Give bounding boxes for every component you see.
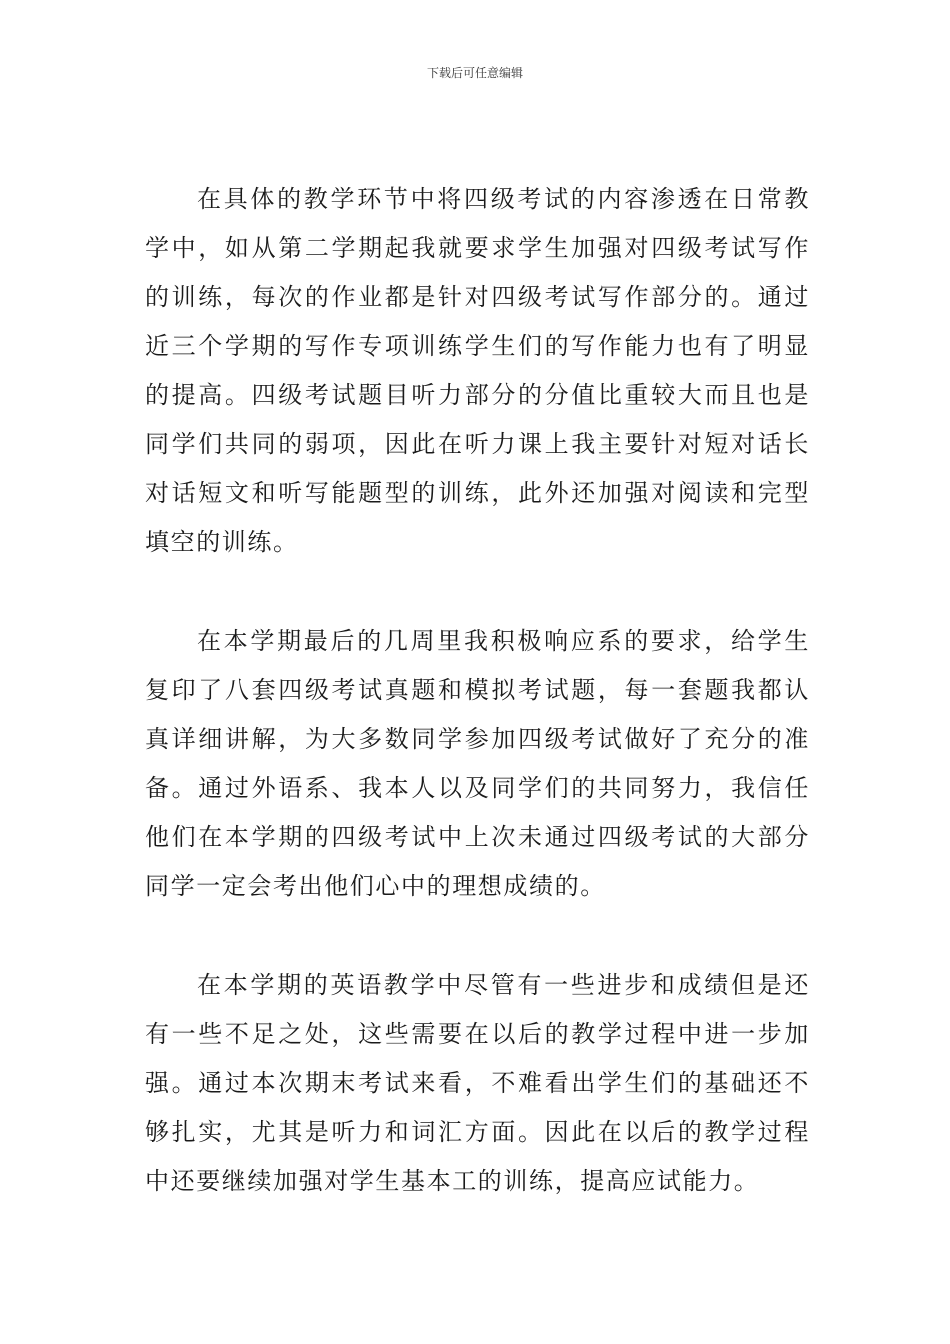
- page-header: [0, 64, 950, 82]
- paragraph-1: 在具体的教学环节中将四级考试的内容渗透在日常教学中，如从第二学期起我就要求学生加强对四级考试写作的训练，每次的作业都是针对四级考试写作部分的。通过近三个学期的写作专项训练学生们的写作能力也有了明显的提高。四级考试题目听力部分的分值比重较大而且也是同学们共同的弱项，因此在听力课上我主要针对短对话长对话短文和听写能题型的训练，此外还加强对阅读和完型填空的训练。: [145, 185, 810, 556]
- document-body: [145, 175, 810, 1206]
- paragraph-2: 在本学期最后的几周里我积极响应系的要求，给学生复印了八套四级考试真题和模拟考试题，每一套题我都认真详细讲解，为大多数同学参加四级考试做好了充分的准备。通过外语系、我本人以及同学们的共同努力，我信任他们在本学期的四级考试中上次未通过四级考试的大部分同学一定会考出他们心中的理想成绩的。: [145, 627, 810, 900]
- header-note: 下载后可任意编辑: [426, 66, 523, 80]
- paragraph-3: 在本学期的英语教学中尽管有一些进步和成绩但是还有一些不足之处，这些需要在以后的教学过程中进一步加强。通过本次期末考试来看，不难看出学生们的基础还不够扎实，尤其是听力和词汇方面。因此在以后的教学过程中还要继续加强对学生基本工的训练，提高应试能力。: [145, 971, 810, 1195]
